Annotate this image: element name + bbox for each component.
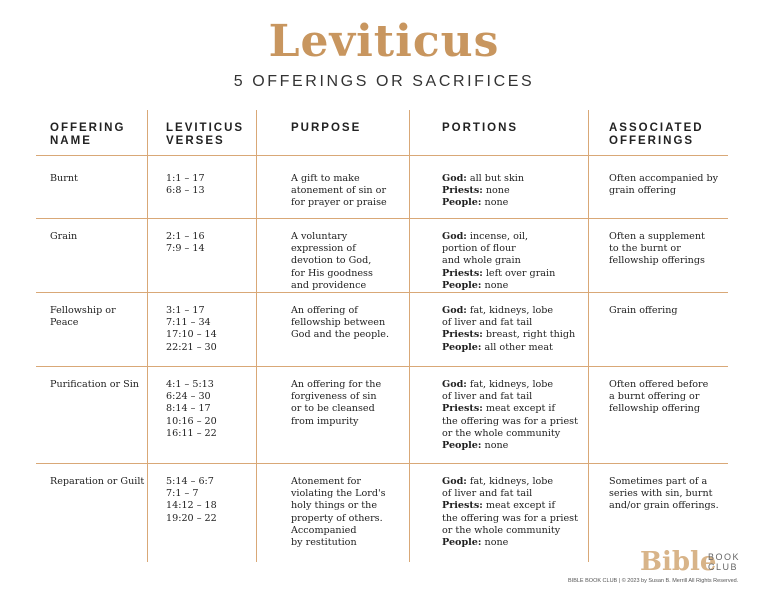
portion-text: all other meat [481,341,553,353]
portion-recipient: People: [442,440,482,452]
cell-line: 5:14 – 6:7 [166,476,214,487]
cell-associated [609,173,718,197]
logo-book-text: BOOK [708,552,741,562]
cell-offering-name [50,305,116,329]
cell-line: 14:12 – 18 [166,500,217,512]
cell-associated [609,476,719,513]
cell-line: Often accompanied by [609,173,719,184]
row-divider [36,366,728,367]
header-line: LEVITICUS [166,122,245,134]
cell-line: for prayer or praise [291,197,387,209]
portion-recipient: God: [442,231,467,242]
cell-offering-name [50,379,139,391]
portion-text: breast, right thigh [482,329,576,341]
cell-line [442,173,524,185]
cell-line: 7:11 – 34 [166,317,211,329]
cell-line [442,391,578,403]
cell-line: Often offered before [609,379,709,390]
cell-line: 6:24 – 30 [166,391,211,403]
cell-verses [166,305,217,354]
portion-recipient: God: [442,379,467,390]
portion-text: the offering was for a priest [442,415,578,427]
page-title: Leviticus [268,16,500,67]
cell-line: 10:16 – 20 [166,415,217,427]
cell-line [442,231,555,243]
cell-line: 22:21 – 30 [166,341,217,353]
header-portions [442,122,518,135]
portion-text: incense, oil, [466,231,529,242]
header-line: ASSOCIATED [609,122,704,134]
cell-line: to the burnt or [609,243,681,255]
cell-line: 7:9 – 14 [166,243,205,255]
portion-text: fat, kidneys, lobe [466,476,554,487]
cell-line: 4:1 – 5:13 [166,379,214,390]
portion-recipient: Priests: [442,329,483,341]
offerings-table [36,110,728,562]
header-line: OFFERING [50,122,126,134]
header-line: PORTIONS [442,122,519,134]
header-line: VERSES [166,135,225,147]
cell-line: An offering of [291,305,358,316]
header-leviticus-verses [166,122,244,148]
cell-purpose [291,476,386,549]
cell-offering-name [50,476,144,488]
portion-text: and whole grain [442,255,521,267]
portion-recipient: Priests: [442,185,483,197]
cell-line: devotion to God, [291,255,372,267]
portion-text: the offering was for a priest [442,512,578,524]
cell-line: Grain offering [609,305,678,316]
header-line: OFFERINGS [609,135,695,147]
portion-text: or the whole community [442,524,561,536]
page-subtitle: 5 OFFERINGS OR SACRIFICES [233,73,535,90]
column-divider [588,110,589,562]
cell-line [442,185,524,197]
portion-text: none [482,185,510,197]
cell-line: 8:14 – 17 [166,403,211,415]
cell-line: Accompanied [291,524,357,536]
cell-line [442,537,578,549]
cell-line [442,476,578,488]
cell-line [442,268,555,280]
cell-verses [166,379,217,440]
cell-purpose [291,379,381,428]
portion-recipient: People: [442,279,482,291]
row-divider [36,155,728,156]
portion-recipient: People: [442,341,482,353]
row-divider [36,463,728,464]
header-line: PURPOSE [291,122,362,134]
cell-verses [166,231,205,255]
portion-text: fat, kidneys, lobe [466,379,554,390]
cell-line: for His goodness [291,267,373,279]
cell-line [442,305,575,317]
portion-recipient: Priests: [442,267,483,279]
cell-line: Grain [50,231,78,242]
cell-line: An offering for the [291,379,382,390]
header-offering-name [50,122,125,148]
portion-recipient: Priests: [442,403,483,415]
copyright-notice: BIBLE BOOK CLUB | © 2023 by Susan B. Merrill All Rights Reserved. [568,578,739,584]
cell-portions [442,476,578,549]
header-associated-offerings [609,122,704,148]
cell-line: 16:11 – 22 [166,427,217,439]
cell-line: A voluntary [291,231,348,242]
portion-text: of liver and fat tail [442,391,533,403]
portion-text: meat except if [482,403,556,415]
portion-text: none [481,197,509,209]
cell-associated [609,379,708,416]
portion-text: of liver and fat tail [442,317,533,329]
cell-line: Reparation or Guilt [50,476,145,487]
cell-line: from impurity [291,415,359,427]
cell-line [442,379,578,391]
portion-text: meat except if [482,500,556,512]
cell-line: 19:20 – 22 [166,512,217,524]
cell-line [442,317,575,329]
cell-line: Peace [50,317,79,329]
portion-text: fat, kidneys, lobe [466,305,554,316]
cell-line: holy things or the [291,500,378,512]
row-divider [36,218,728,219]
cell-line: forgiveness of sin [291,391,377,403]
cell-line: 7:1 – 7 [166,488,199,500]
row-divider [36,292,728,293]
cell-offering-name [50,173,78,185]
cell-line: a burnt offering or [609,391,700,403]
column-divider [256,110,257,562]
portion-recipient: God: [442,476,467,487]
cell-line: grain offering [609,185,676,197]
cell-purpose [291,173,387,210]
cell-line: 6:8 – 13 [166,185,205,197]
portion-text: of liver and fat tail [442,488,533,500]
cell-line [442,342,575,354]
logo-club-text: CLUB [708,562,739,572]
cell-line [442,280,555,292]
cell-portions [442,379,578,452]
cell-line: property of others. [291,512,383,524]
cell-verses [166,476,217,525]
header-line: NAME [50,135,92,147]
portion-text: none [481,537,509,549]
cell-line [442,428,578,440]
cell-line [442,500,578,512]
cell-line: Often a supplement [609,231,705,242]
header-purpose [291,122,361,135]
cell-line [442,329,575,341]
cell-associated [609,231,705,268]
cell-line: violating the Lord's [291,488,386,500]
cell-line: and providence [291,279,367,291]
cell-line [442,255,555,267]
cell-line: 1:1 – 17 [166,173,205,184]
column-divider [409,110,410,562]
cell-line: series with sin, burnt [609,488,713,500]
cell-verses [166,173,205,197]
cell-line: Burnt [50,173,78,184]
portion-recipient: People: [442,197,482,209]
cell-portions [442,231,555,292]
cell-portions [442,305,575,354]
cell-purpose [291,231,373,292]
cell-line: Sometimes part of a [609,476,708,487]
cell-line: expression of [291,243,356,255]
logo-wordmark: Bible [640,547,717,577]
cell-line: fellowship offering [609,403,700,415]
portion-text: none [481,279,509,291]
portion-text: portion of flour [442,243,516,255]
cell-line: 2:1 – 16 [166,231,205,242]
cell-portions [442,173,524,210]
cell-line: God and the people. [291,329,390,341]
cell-line: Atonement for [291,476,362,487]
column-divider [147,110,148,562]
cell-line: fellowship between [291,317,386,329]
cell-line: A gift to make [291,173,360,184]
cell-line: Fellowship or [50,305,116,316]
cell-associated [609,305,678,317]
cell-offering-name [50,231,77,243]
portion-text: all but skin [466,173,525,184]
cell-line: Purification or Sin [50,379,139,390]
cell-line: fellowship offerings [609,255,705,267]
cell-line [442,525,578,537]
cell-purpose [291,305,389,342]
cell-line [442,488,578,500]
cell-line [442,416,578,428]
portion-recipient: God: [442,173,467,184]
portion-text: none [481,440,509,452]
cell-line: 17:10 – 14 [166,329,217,341]
cell-line [442,197,524,209]
portion-text: left over grain [482,267,556,279]
portion-text: or the whole community [442,427,561,439]
cell-line: atonement of sin or [291,185,387,197]
cell-line: and/or grain offerings. [609,500,719,512]
cell-line [442,403,578,415]
cell-line: or to be cleansed [291,403,375,415]
portion-recipient: God: [442,305,467,316]
cell-line: by restitution [291,537,357,549]
cell-line [442,243,555,255]
portion-recipient: Priests: [442,500,483,512]
cell-line [442,513,578,525]
portion-recipient: People: [442,537,482,549]
cell-line: 3:1 – 17 [166,305,205,316]
cell-line [442,440,578,452]
